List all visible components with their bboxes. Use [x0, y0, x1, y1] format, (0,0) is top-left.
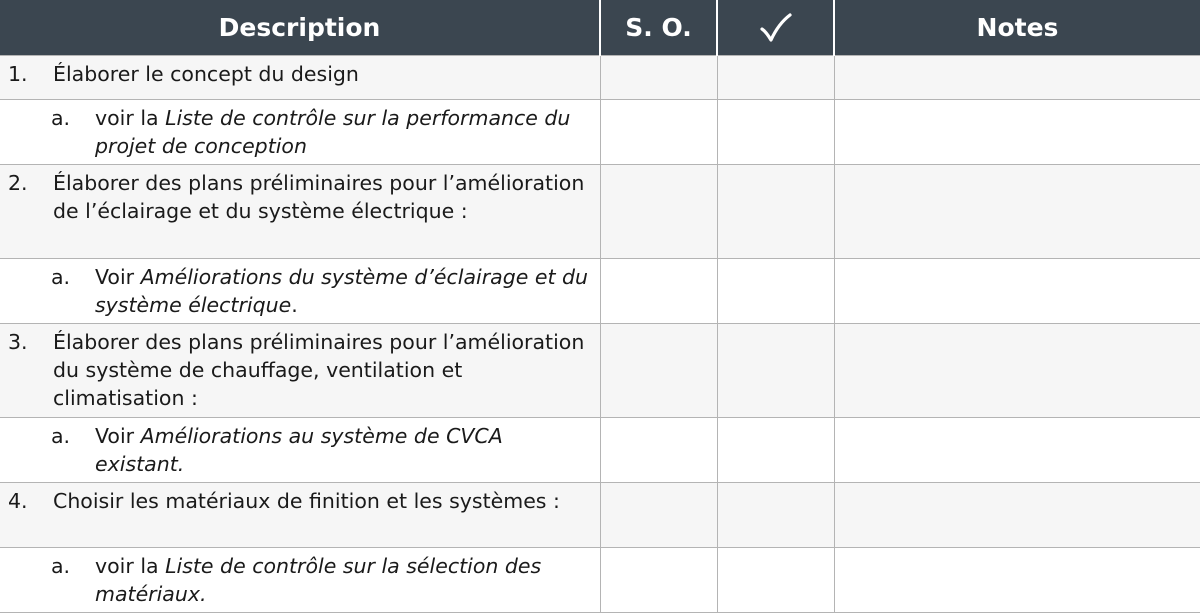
- reference-title: Améliorations du système d’éclairage et du système électrique: [95, 265, 589, 317]
- sub-item-text: voir la Liste de contrôle sur la performance du projet de conception: [95, 106, 571, 158]
- table-row: [0, 548, 1200, 613]
- reference-title: Améliorations au système de CVCA existant.: [95, 424, 503, 476]
- description-cell: [0, 100, 600, 165]
- so-cell[interactable]: [600, 418, 717, 483]
- description-cell: [0, 259, 600, 324]
- description-cell: [0, 56, 600, 100]
- description-cell: [0, 548, 600, 613]
- check-cell[interactable]: [717, 165, 834, 259]
- item-text: Élaborer le concept du design: [53, 62, 359, 86]
- so-cell[interactable]: [600, 56, 717, 100]
- sub-item-letter: a.: [51, 424, 71, 448]
- item-text: Élaborer des plans préliminaires pour l’amélioration du système de chauffage, ventilation et climatisation :: [53, 330, 585, 410]
- check-cell[interactable]: [717, 418, 834, 483]
- check-cell[interactable]: [717, 56, 834, 100]
- item-text: Élaborer des plans préliminaires pour l’amélioration de l’éclairage et du système électrique :: [53, 171, 585, 223]
- table-row: [0, 259, 1200, 324]
- so-cell[interactable]: [600, 259, 717, 324]
- header-so: S. O.: [600, 0, 717, 56]
- item-text: Choisir les matériaux de finition et les systèmes :: [53, 489, 560, 513]
- table-row: [0, 418, 1200, 483]
- table-row: [0, 165, 1200, 259]
- so-cell[interactable]: [600, 165, 717, 259]
- sub-item-letter: a.: [51, 554, 71, 578]
- reference-title: Liste de contrôle sur la performance du projet de conception: [95, 106, 571, 158]
- description-cell: [0, 165, 600, 259]
- description-cell: [0, 418, 600, 483]
- reference-title: Liste de contrôle sur la sélection des matériaux.: [95, 554, 542, 606]
- notes-cell[interactable]: [834, 259, 1200, 324]
- notes-cell[interactable]: [834, 324, 1200, 418]
- check-cell[interactable]: [717, 324, 834, 418]
- table-row: [0, 324, 1200, 418]
- table-row: [0, 56, 1200, 100]
- header-description: Description: [0, 0, 600, 56]
- sub-item-letter: a.: [51, 106, 71, 130]
- so-cell[interactable]: [600, 483, 717, 548]
- item-number: 2.: [8, 171, 28, 195]
- sub-item-text: Voir Améliorations du système d’éclairage et du système électrique.: [95, 265, 589, 317]
- sub-item-text: voir la Liste de contrôle sur la sélection des matériaux.: [95, 554, 542, 606]
- notes-cell[interactable]: [834, 165, 1200, 259]
- notes-cell[interactable]: [834, 418, 1200, 483]
- check-cell[interactable]: [717, 100, 834, 165]
- item-number: 3.: [8, 330, 28, 354]
- checkmark-icon: [759, 12, 793, 44]
- notes-cell[interactable]: [834, 100, 1200, 165]
- notes-cell[interactable]: [834, 483, 1200, 548]
- so-cell[interactable]: [600, 324, 717, 418]
- description-cell: [0, 324, 600, 418]
- header-check: [717, 0, 834, 56]
- table-header: [0, 0, 1200, 56]
- sub-item-text: Voir Améliorations au système de CVCA existant.: [95, 424, 503, 476]
- table-row: [0, 483, 1200, 548]
- table-row: [0, 100, 1200, 165]
- notes-cell[interactable]: [834, 548, 1200, 613]
- so-cell[interactable]: [600, 100, 717, 165]
- check-cell[interactable]: [717, 259, 834, 324]
- sub-item-letter: a.: [51, 265, 71, 289]
- notes-cell[interactable]: [834, 56, 1200, 100]
- so-cell[interactable]: [600, 548, 717, 613]
- header-notes: Notes: [834, 0, 1200, 56]
- description-cell: [0, 483, 600, 548]
- check-cell[interactable]: [717, 548, 834, 613]
- item-number: 1.: [8, 62, 28, 86]
- item-number: 4.: [8, 489, 28, 513]
- check-cell[interactable]: [717, 483, 834, 548]
